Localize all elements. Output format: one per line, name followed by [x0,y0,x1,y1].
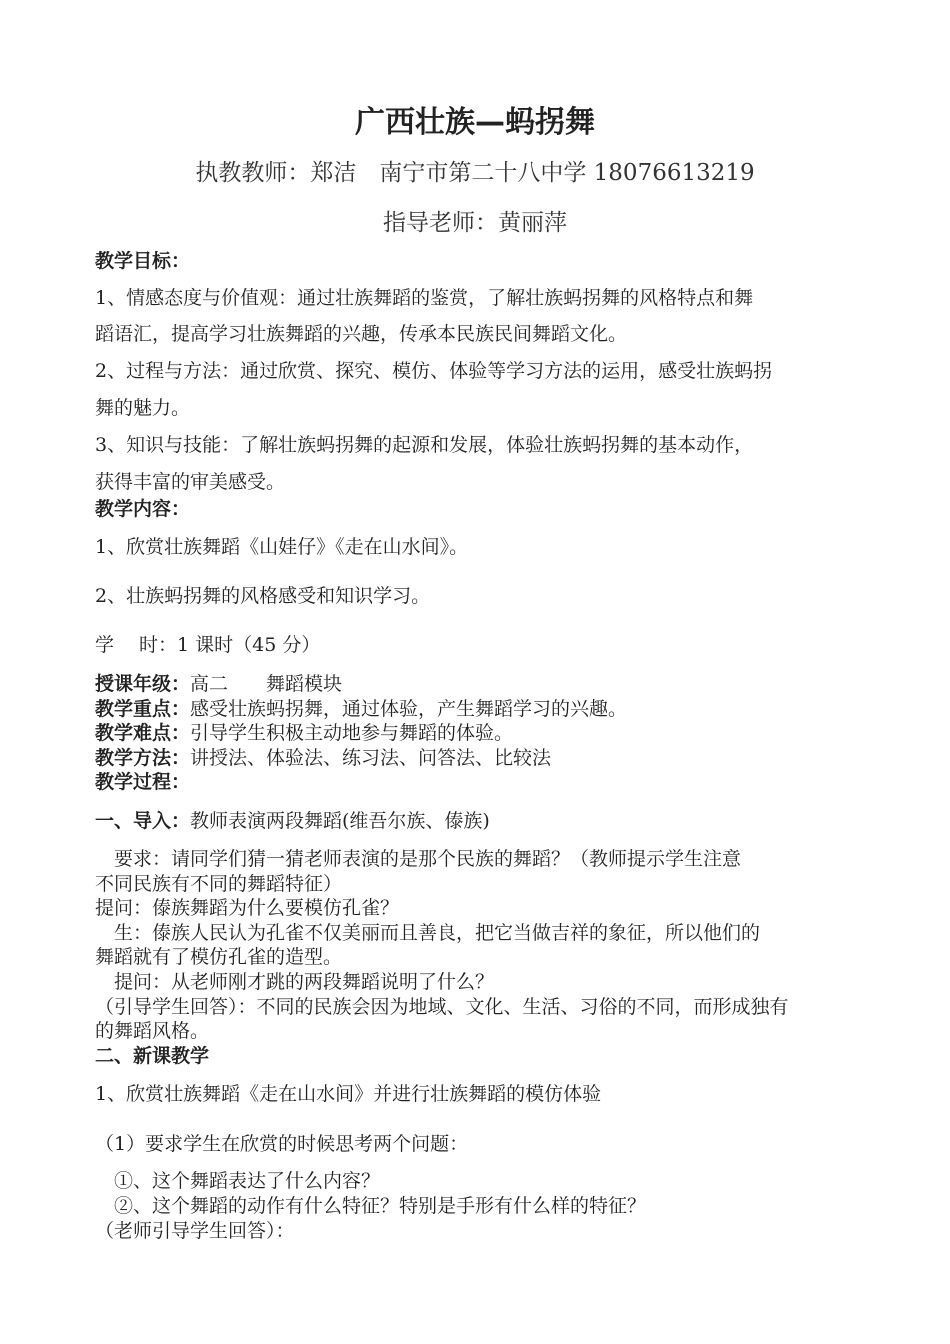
content-item-1: 1、欣赏壮族舞蹈《山娃仔》《走在山水间》。 [95,536,469,558]
objective-line: 3、知识与技能：了解壮族蚂拐舞的起源和发展，体验壮族蚂拐舞的基本动作， [95,434,754,456]
intro-text-line: 舞蹈就有了模仿孔雀的造型。 [95,946,343,968]
info-value: 高二 舞蹈模块 [190,673,343,695]
intro-text-line: 提问：从老师刚才跳的两段舞蹈说明了什么？ [95,971,495,993]
document-title: 广西壮族—蚂拐舞 [355,105,595,140]
info-row-method [95,746,551,770]
advisor-line: 指导老师：黄丽萍 [383,210,567,236]
intro-text-line: 的舞蹈风格。 [95,1020,210,1042]
step-1: 1、欣赏壮族舞蹈《走在山水间》并进行壮族舞蹈的模仿体验 [95,1083,602,1105]
info-label: 授课年级： [95,673,191,695]
process-heading: 教学过程： [95,771,191,793]
intro-value: 教师表演两段舞蹈(维吾尔族、傣族) [190,810,490,832]
info-row-difficulty [95,721,513,745]
question-1: ①、这个舞蹈表达了什么内容？ [95,1170,381,1192]
info-label: 教学方法： [95,747,191,769]
question-3: （老师引导学生回答）： [95,1220,295,1242]
intro-label: 一、导入： [95,810,191,832]
new-lesson-heading: 二、新课教学 [95,1045,210,1067]
objective-line: 舞的魅力。 [95,397,191,419]
info-row-focus [95,697,627,721]
content-item-2: 2、壮族蚂拐舞的风格感受和知识学习。 [95,585,431,607]
question-2: ②、这个舞蹈的动作有什么特征？特别是手形有什么样的特征？ [95,1195,647,1217]
info-row-grade [95,672,342,696]
period-line: 学 时：1 课时（45 分） [95,634,321,656]
intro-text-line: 生：傣族人民认为孔雀不仅美丽而且善良，把它当做吉祥的象征，所以他们的 [95,922,761,944]
intro-text-line: 不同民族有不同的舞蹈特征） [95,873,343,895]
objective-line: 蹈语汇，提高学习壮族舞蹈的兴趣，传承本民族民间舞蹈文化。 [95,323,628,345]
info-label: 教学重点： [95,698,191,720]
intro-line [95,809,490,833]
step-1-1: （1）要求学生在欣赏的时候思考两个问题： [95,1133,469,1155]
info-value: 感受壮族蚂拐舞，通过体验，产生舞蹈学习的兴趣。 [190,698,628,720]
objectives-heading: 教学目标： [95,250,191,272]
info-value: 引导学生积极主动地参与舞蹈的体验。 [190,722,514,744]
objective-line: 获得丰富的审美感受。 [95,471,286,493]
objective-line: 2、过程与方法：通过欣赏、探究、模仿、体验等学习方法的运用，感受壮族蚂拐 [95,360,773,382]
info-label: 教学难点： [95,722,191,744]
intro-text-line: 提问：傣族舞蹈为什么要模仿孔雀？ [95,897,400,919]
content-heading: 教学内容： [95,498,191,520]
info-value: 讲授法、体验法、练习法、问答法、比较法 [190,747,552,769]
intro-text-line: 要求：请同学们猜一猜老师表演的是那个民族的舞蹈？（教师提示学生注意 [95,848,742,870]
intro-text-line: （引导学生回答）：不同的民族会因为地域、文化、生活、习俗的不同，而形成独有 [95,996,789,1018]
teacher-line: 执教教师：郑洁 南宁市第二十八中学 18076613219 [195,160,755,186]
objective-line: 1、情感态度与价值观：通过壮族舞蹈的鉴赏，了解壮族蚂拐舞的风格特点和舞 [95,287,754,309]
